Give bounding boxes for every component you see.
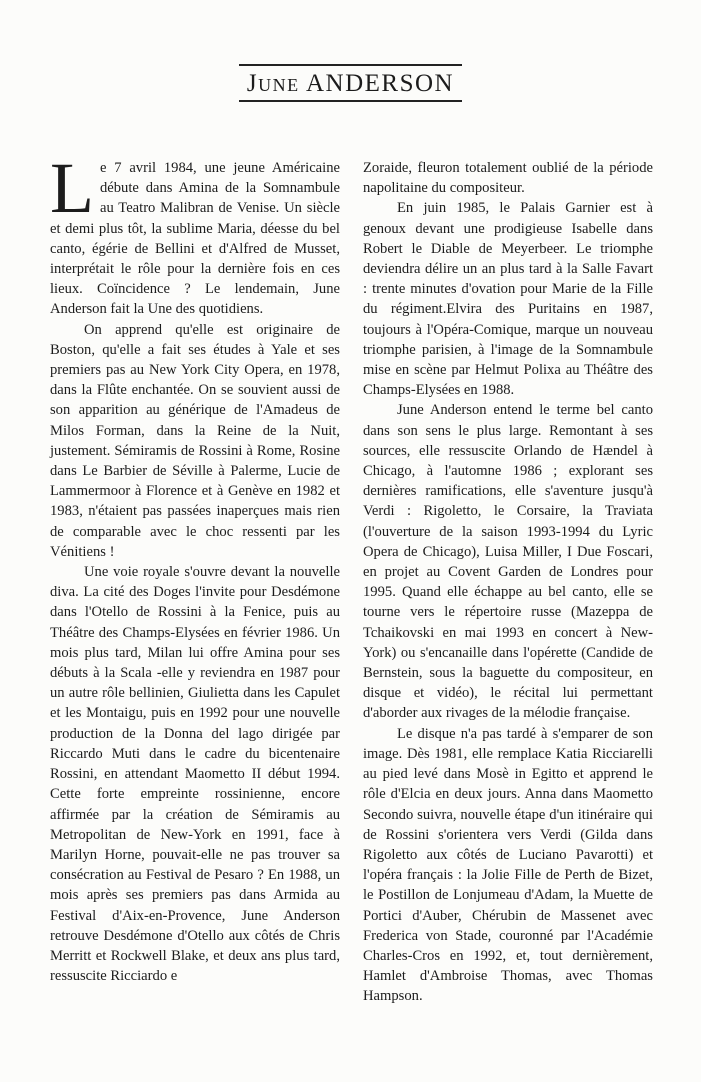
paragraph-3: Une voie royale s'ouvre devant la nouvelle diva. La cité des Doges l'invite pour Desdémone dans l'Otello de Rossini à la Fenice, puis au Théâtre des Champs-Elysées en février 1986. Un mois plus tard, Milan lui offre Amina pour ses débuts à la Scala -elle y reviendra en 1987 pour un autre rôle bellinien, Giulietta dans les Capulet et les Montaigu, puis en 1992 pour une nouvelle production de la Donna del lago dirigée par Riccardo Muti dans le cadre du bicentenaire Rossini, en attendant Maometto II début 1994. Cette forte empreinte rossinienne, encore affirmée par la création de Sémiramis au Metropolitan de New-York en 1991, face à Marilyn Horne, pouvait-elle ne pas trouver sa consécration au Festival de Pesaro ? En 1988, un mois après ses premiers pas dans Armida au Festival d'Aix-en-Provence, June Anderson retrouve Desdémone d'Otello aux côtés de Chris Merritt et Rockwell Blake, et deux ans plus tard, ressuscite Ricciardo e	[50, 564, 340, 985]
paragraph-7: Le disque n'a pas tardé à s'emparer de son image. Dès 1981, elle remplace Katia Ricciarelli au pied levé dans Mosè in Egitto et apprend le rôle d'Elcia en deux jours. Anna dans Maometto Secondo suivra, nouvelle étape d'un itinéraire qui de Rossini s'orientera vers Verdi (Gilda dans Rigoletto aux côtés de Luciano Pavarotti) et l'opéra français : la Jolie Fille de Perth de Bizet, le Postillon de Lonjumeau d'Adam, la Muette de Portici d'Auber, Chérubin de Massenet avec Frederica von Stade, couronné par l'Académie Charles-Cros en 1992, et, tout dernièrement, Hamlet d'Ambroise Thomas, avec Thomas Hampson.	[363, 725, 653, 1005]
page-title	[0, 64, 701, 102]
paragraph-1	[50, 148, 340, 320]
title-text: June ANDERSON	[239, 64, 462, 102]
right-column	[363, 158, 653, 1007]
paragraph-2: On apprend qu'elle est originaire de Boston, qu'elle a fait ses études à Yale et ses premiers pas au New York City Opera, en 1978, dans la Flûte enchantée. On se souvient aussi de son apparition au générique de l'Amadeus de Milos Forman, dans la Reine de la Nuit, justement. Sémiramis de Rossini à Rome, Rosine dans Le Barbier de Séville à Palerme, Lucie de Lammermoor à Florence et à Genève en 1982 et 1983, n'étaient pas passées inaperçues mais rien de comparable avec le choc ressenti par les Vénitiens !	[50, 321, 340, 560]
left-column	[50, 148, 340, 986]
paragraph-5: En juin 1985, le Palais Garnier est à genoux devant une prodigieuse Isabelle dans Robert le Diable de Meyerbeer. Le triomphe deviendra délire un an plus tard à la Salle Favart : trente minutes d'ovation pour Marie de la Fille du régiment.Elvira des Puritains en 1987, toujours à l'Opéra-Comique, marque un nouveau triomphe parisien, à l'image de la Somnambule mise en scène par Helmut Polixa au Théâtre des Champs-Elysées en 1988.	[363, 200, 653, 399]
drop-cap: L	[50, 148, 94, 228]
paragraph-1-text: e 7 avril 1984, une jeune Américaine débute dans Amina de la Somnambule au Teatro Malibran de Venise. Un siècle et demi plus tôt, la sublime Maria, déesse du bel canto, égérie de Bellini et d'Alfred de Musset, interprétait le rôle pour la dernière fois en ces lieux. Coïncidence ? Le lendemain, June Anderson fait la Une des quotidiens.	[50, 160, 340, 318]
paragraph-6: June Anderson entend le terme bel canto dans son sens le plus large. Remontant à ses sources, elle ressuscite Orlando de Hændel à Chicago, à l'automne 1986 ; explorant ses dernières ramifications, elle s'aventure jusqu'à Verdi : Rigoletto, le Corsaire, la Traviata (l'ouverture de la saison 1993-1994 du Lyric Opera de Chicago), Luisa Miller, I Due Foscari, en projet au Covent Garden de Londres pour 1995. Quand elle échappe au bel canto, elle se tourne vers le répertoire russe (Mazeppa de Tchaikovski en mai 1993 en concert à New-York) ou s'encanaille dans l'opérette (Candide de Bernstein, sous la baguette du compositeur, en disque et vidéo), le récital lui permettant d'aborder aux rivages de la mélodie française.	[363, 402, 653, 722]
paragraph-4: Zoraide, fleuron totalement oublié de la période napolitaine du compositeur.	[363, 160, 653, 197]
